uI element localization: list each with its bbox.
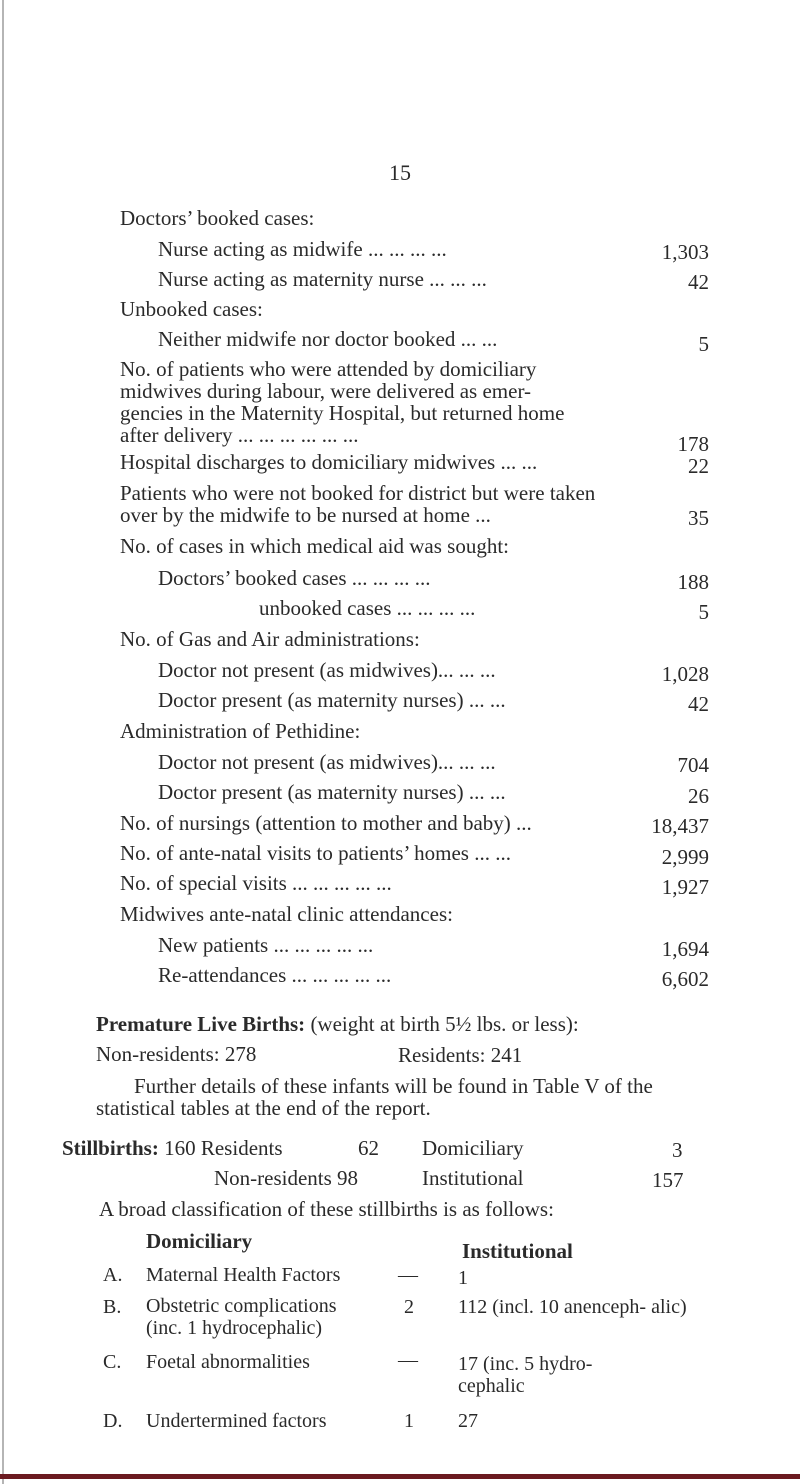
- line-value: 1,927: [661, 875, 709, 899]
- page-number: 15: [389, 160, 411, 185]
- line-value: 704: [677, 753, 709, 777]
- factor-label: Foetal abnormalities: [146, 1351, 310, 1373]
- factor-institutional: 27: [458, 1410, 478, 1432]
- line-label: Administration of Pethidine:: [120, 719, 361, 743]
- line-value: 178: [677, 432, 709, 456]
- factor-letter: C.: [103, 1351, 122, 1373]
- factor-domiciliary: —: [398, 1264, 418, 1286]
- premature-residents: Residents: 241: [398, 1043, 523, 1067]
- factor-label: Undertermined factors: [146, 1410, 327, 1432]
- line-label: Doctor not present (as midwives)... ... ...: [158, 658, 496, 682]
- line-label: Midwives ante-natal clinic attendances:: [120, 902, 453, 926]
- line-label: Doctors’ booked cases ... ... ... ...: [158, 566, 431, 590]
- stillbirths-heading-label: Stillbirths:: [62, 1136, 159, 1160]
- stillbirths-domiciliary-count: 3: [672, 1138, 683, 1162]
- line-label: Re-attendances ... ... ... ... ...: [158, 963, 392, 987]
- factor-letter: D.: [103, 1410, 123, 1432]
- line-label: No. of Gas and Air administrations:: [120, 627, 420, 651]
- stillbirths-non-residents: Non-residents 98: [214, 1166, 359, 1190]
- stillbirths-institutional-count: 157: [652, 1168, 684, 1192]
- line-value: 5: [698, 600, 709, 624]
- premature-heading: Premature Live Births:: [96, 1012, 306, 1036]
- factor-institutional: 1: [458, 1267, 468, 1289]
- line-value: 35: [688, 506, 709, 530]
- line-value: 42: [688, 270, 709, 294]
- premature-heading-rest: (weight at birth 5½ lbs. or less):: [310, 1012, 579, 1036]
- line-label: Doctors’ booked cases:: [120, 206, 315, 230]
- premature-section: [96, 1012, 579, 1036]
- line-label: Doctor present (as maternity nurses) ... ...: [158, 780, 506, 804]
- line-value: 6,602: [661, 967, 709, 991]
- factor-domiciliary: 1: [404, 1410, 414, 1432]
- stillbirths-heading: [62, 1136, 283, 1160]
- line-value: 5: [698, 332, 709, 356]
- line-label: Unbooked cases:: [120, 297, 263, 321]
- line-label: Nurse acting as midwife ... ... ... ...: [158, 237, 447, 261]
- line-value: 2,999: [661, 845, 709, 869]
- factor-letter: B.: [103, 1296, 122, 1318]
- stillbirths-classification-intro: A broad classification of these stillbirths is as follows:: [99, 1197, 554, 1221]
- line-label: No. of cases in which medical aid was sought:: [120, 534, 509, 558]
- stillbirths-institutional-label: Institutional: [422, 1166, 524, 1190]
- col-domiciliary-header: Domiciliary: [146, 1229, 253, 1253]
- factor-letter: A.: [103, 1264, 123, 1286]
- line-label: Doctor present (as maternity nurses) ... ...: [158, 688, 506, 712]
- premature-note: Further details of these infants will be found in Table V of the statistical tables at the end of the report.: [96, 1074, 653, 1120]
- line-label: No. of patients who were attended by domiciliary midwives during labour, were delivered as emer- gencies in the Maternity Hospital, but returned home after delivery ... ... ... ... ... ...: [120, 357, 565, 447]
- line-value: 1,694: [661, 937, 709, 961]
- line-label: No. of nursings (attention to mother and baby) ...: [120, 811, 532, 835]
- stillbirths-residents: 160 Residents: [164, 1136, 283, 1160]
- binding-edge: [2, 0, 4, 1484]
- factor-label: Maternal Health Factors: [146, 1264, 341, 1286]
- line-value: 188: [677, 570, 709, 594]
- factor-institutional: 17 (inc. 5 hydro- cephalic: [458, 1353, 593, 1397]
- factor-domiciliary: —: [398, 1349, 418, 1371]
- line-value: 42: [688, 692, 709, 716]
- line-label: Patients who were not booked for district but were taken over by the midwife to be nursed at home ...: [120, 481, 596, 527]
- line-label: Doctor not present (as midwives)... ... ...: [158, 750, 496, 774]
- line-label: Nurse acting as maternity nurse ... ... ...: [158, 267, 487, 291]
- line-value: 18,437: [651, 814, 709, 838]
- line-value: 1,028: [661, 662, 709, 686]
- line-label: No. of ante-natal visits to patients’ homes ... ...: [120, 841, 511, 865]
- col-institutional-header: Institutional: [462, 1239, 573, 1263]
- line-value: 22: [688, 454, 709, 478]
- line-label: New patients ... ... ... ... ...: [158, 933, 374, 957]
- line-value: 1,303: [661, 240, 709, 264]
- factor-domiciliary: 2: [404, 1296, 414, 1318]
- stillbirths-residents-count: 62: [358, 1136, 379, 1160]
- line-label: Hospital discharges to domiciliary midwives ... ...: [120, 450, 538, 474]
- factor-institutional: 112 (incl. 10 anenceph- alic): [458, 1296, 687, 1318]
- bottom-edge-bar: [0, 1474, 800, 1479]
- line-value: 26: [688, 784, 709, 808]
- factor-label: Obstetric complications (inc. 1 hydrocephalic): [146, 1295, 337, 1339]
- line-label: unbooked cases ... ... ... ...: [259, 596, 476, 620]
- line-label: Neither midwife nor doctor booked ... ...: [158, 327, 498, 351]
- stillbirths-domiciliary-label: Domiciliary: [422, 1136, 524, 1160]
- line-label: No. of special visits ... ... ... ... ...: [120, 871, 392, 895]
- premature-non-residents: Non-residents: 278: [96, 1042, 257, 1066]
